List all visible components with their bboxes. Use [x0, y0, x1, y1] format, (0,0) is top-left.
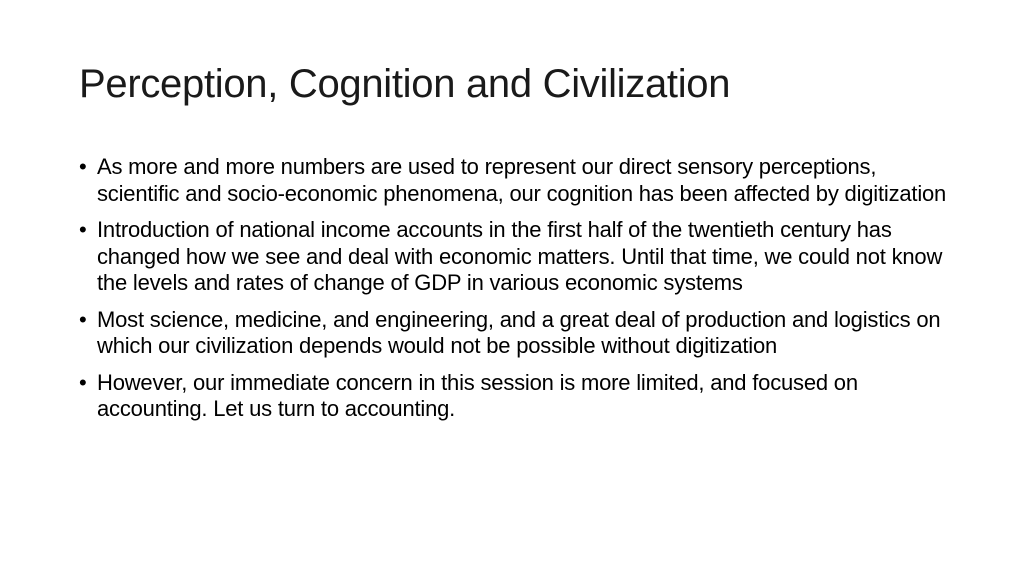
bullet-dot-icon: •	[79, 217, 87, 242]
slide-title: Perception, Cognition and Civilization	[79, 62, 731, 106]
bullet-item	[79, 307, 959, 360]
bullet-text: As more and more numbers are used to represent our direct sensory perceptions, scientific and socio-economic phenomena, our cognition has been affected by digitization	[97, 154, 947, 206]
bullet-item	[79, 154, 959, 207]
bullet-dot-icon: •	[79, 154, 87, 179]
bullet-text: However, our immediate concern in this session is more limited, and focused on accounting. Let us turn to accounting.	[97, 369, 858, 421]
bullet-list	[79, 154, 959, 433]
bullet-dot-icon: •	[79, 369, 87, 395]
bullet-dot-icon: •	[79, 306, 87, 332]
bullet-text: Introduction of national income accounts in the first half of the twentieth century has changed how we see and deal with economic matters. Until that time, we could not know the levels and rates of change of GDP in various economic systems	[97, 217, 943, 295]
bullet-item	[79, 370, 959, 423]
bullet-text: Most science, medicine, and engineering, and a great deal of production and logistics on which our civilization depends would not be possible without digitization	[97, 306, 941, 358]
bullet-item	[79, 217, 959, 297]
